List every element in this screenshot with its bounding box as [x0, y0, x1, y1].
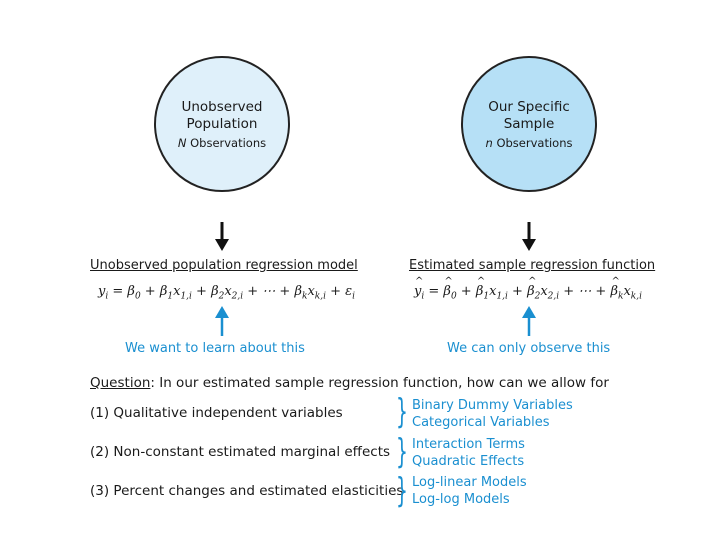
population-count-label: Observations: [186, 135, 267, 150]
sample-equation: ^ $y_i$ = ^ $\beta_0$ + ^ $\beta_1x_{1,i}$ + ^ $\beta_2x_{2,i}$ + ⋯ + ^ $\beta_kx_{k,i}$: [414, 284, 642, 302]
item-1-brace-icon: }: [396, 392, 408, 432]
item-3-label: (3) Percent changes and estimated elasticities: [90, 483, 404, 499]
question-line: [90, 375, 609, 391]
item-3-brace-icon: }: [396, 471, 408, 511]
item-2-answer-1: Interaction Terms: [412, 437, 525, 452]
question-label: Question: [90, 375, 151, 391]
sample-circle: [461, 56, 597, 192]
sample-title-1: Our Specific: [488, 98, 570, 115]
item-2-answer-2: Quadratic Effects: [412, 454, 525, 469]
sample-count-var: n: [485, 135, 493, 150]
item-1-answer-1: Binary Dummy Variables: [412, 398, 573, 413]
question-text: : In our estimated sample regression function, how can we allow for: [150, 375, 609, 391]
item-2-label: (2) Non-constant estimated marginal effects: [90, 444, 391, 460]
population-count-var: N: [177, 135, 187, 150]
down-arrow-right-icon: [521, 222, 537, 252]
population-count: [178, 136, 266, 150]
down-arrow-left-icon: [214, 222, 230, 252]
population-title-2: Population: [186, 115, 258, 132]
learn-note: We want to learn about this: [125, 341, 305, 356]
sample-function-heading: Estimated sample regression function: [409, 258, 656, 273]
item-1-label: (1) Qualitative independent variables: [90, 405, 343, 421]
population-equation: $y_i = \beta_0 + \beta_1x_{1,i} + \beta_2x_{2,i}$ + ⋯ + $\beta_kx_{k,i} + \varepsilon_i$: [98, 284, 356, 302]
observe-note: We can only observe this: [447, 341, 611, 356]
population-circle: [154, 56, 290, 192]
item-1-answer-2: Categorical Variables: [412, 415, 550, 430]
up-arrow-right-icon: [521, 306, 537, 336]
population-model-heading: Unobserved population regression model: [90, 258, 358, 273]
item-3-answer-1: Log-linear Models: [412, 475, 527, 490]
up-arrow-left-icon: [214, 306, 230, 336]
sample-title-2: Sample: [503, 115, 555, 132]
item-3-answer-2: Log-log Models: [412, 492, 510, 507]
item-2-brace-icon: }: [396, 432, 408, 472]
sample-count: [486, 136, 573, 150]
population-title-1: Unobserved: [181, 98, 263, 115]
sample-count-label: Observations: [492, 135, 573, 150]
